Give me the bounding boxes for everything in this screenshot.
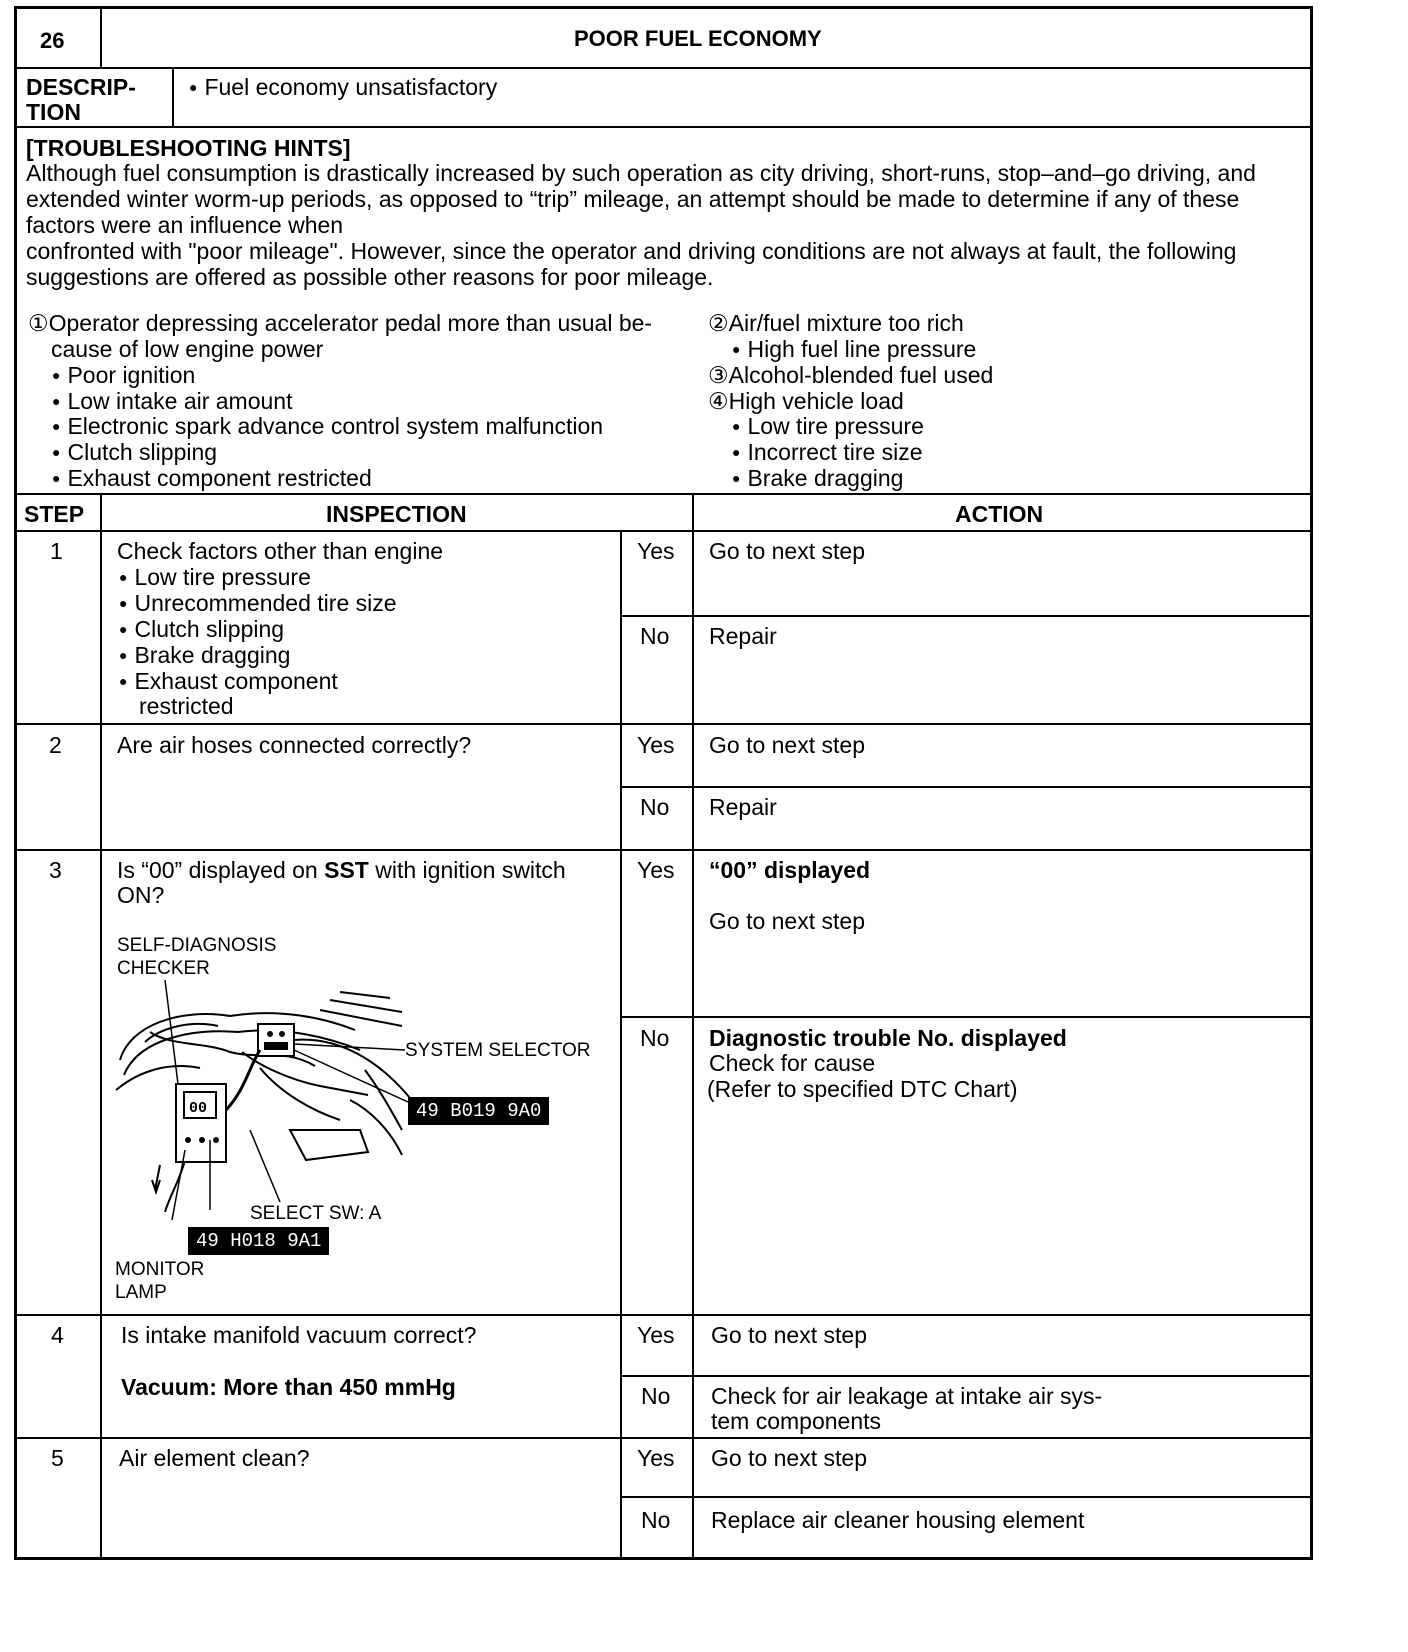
hints-paragraph-line: factors were an influence when [26,212,344,238]
page-title: POOR FUEL ECONOMY [574,26,822,51]
column-header-action: ACTION [955,501,1044,527]
hint-item-3: ③Alcohol-blended fuel used [708,362,994,388]
col-yesno-divider [620,530,622,1559]
rule-step3 [14,1314,1313,1316]
step-bullet: ● Brake dragging [119,642,290,672]
step-bullet: ● Clutch slipping [119,616,284,646]
no-action: Replace air cleaner housing element [711,1507,1085,1533]
no-action: Check for air leakage at intake air sys- [711,1383,1103,1409]
rule-yes-no-1 [620,615,1313,617]
hints-paragraph-line: confronted with "poor mileage". However, since the operator and driving conditions are not always at fault, the following [26,238,1237,264]
step-specification: Vacuum: More than 450 mmHg [121,1374,456,1400]
col-action-divider [692,493,694,1559]
figure-part-number-selector: 49 B019 9A0 [408,1097,549,1125]
hint-bullet: ● Low tire pressure [732,413,924,443]
outer-border-top [14,6,1313,9]
no-action-cont: (Refer to specified DTC Chart) [707,1076,1018,1102]
column-header-inspection: INSPECTION [326,501,467,527]
section-number: 26 [40,28,65,53]
yes-label: Yes [637,538,675,564]
hint-item-1-heading-cont: cause of low engine power [51,336,324,362]
no-label: No [640,794,670,820]
hint-item-1-heading: ①Operator depressing accelerator pedal more than usual be- [28,310,653,336]
rule-step4 [14,1437,1313,1439]
step-inspection-cont: ON? [117,882,165,908]
description-label-line1: DESCRIP- [26,74,136,100]
step-inspection: Is “00” displayed on SST with ignition switch [117,857,566,883]
step-inspection: Air element clean? [119,1445,310,1471]
yes-label: Yes [637,732,675,758]
rule-table-header [14,530,1313,532]
no-label: No [641,1383,671,1409]
step-bullet: ● Low tire pressure [119,564,311,594]
step-number: 5 [51,1445,64,1471]
no-action: Repair [709,623,777,649]
no-heading: Diagnostic trouble No. displayed [709,1025,1067,1051]
hints-paragraph-line: extended winter worm-up periods, as opposed to “trip” mileage, an attempt should be made to determine if any of these [26,186,1240,212]
outer-border-bottom [14,1557,1313,1560]
hint-bullet: ● Brake dragging [732,465,903,495]
outer-border-right [1310,6,1313,1560]
no-action: Check for cause [709,1050,876,1076]
figure-label-checker-cont: CHECKER [117,958,210,979]
yes-action: Go to next step [711,1322,867,1348]
hints-paragraph-line: suggestions are offered as possible other reasons for poor mileage. [26,264,714,290]
yes-label: Yes [637,1445,675,1471]
column-header-step: STEP [24,501,85,527]
yes-label: Yes [637,1322,675,1348]
hints-paragraph-line: Although fuel consumption is drastically increased by such operation as city driving, short-runs, stop–and–go driving, and [26,160,1256,186]
yes-label: Yes [637,857,675,883]
rule-step1 [14,723,1313,725]
rule-step2 [14,849,1313,851]
description-label-line2: TION [26,99,81,125]
step-number: 1 [50,538,63,564]
step-bullet-continued: restricted [139,693,234,719]
step-number: 4 [51,1322,64,1348]
step-number: 3 [49,857,62,883]
rule-description [14,126,1313,128]
no-label: No [641,1507,671,1533]
yes-action: Go to next step [711,1445,867,1471]
description-text: ● Fuel economy unsatisfactory [189,74,497,104]
figure-label-checker: SELF-DIAGNOSIS [117,935,277,956]
hint-bullet: ● Electronic spark advance control system malfunction [52,413,603,443]
no-label: No [640,623,670,649]
step-bullet: ● Exhaust component [119,668,338,698]
hint-item-4: ④High vehicle load [708,388,904,414]
yes-action: Go to next step [709,538,865,564]
no-action-cont: tem components [711,1408,882,1434]
hints-title: [TROUBLESHOOTING HINTS] [26,135,351,161]
figure-label-select-sw: SELECT SW: A [250,1203,382,1224]
figure-label-lamp-cont: LAMP [115,1282,167,1303]
hint-bullet: ● Poor ignition [52,362,195,392]
hint-bullet: ● Low intake air amount [52,388,292,418]
hint-bullet: ● Exhaust component restricted [52,465,372,495]
outer-border-left [14,6,17,1560]
step-inspection: Is intake manifold vacuum correct? [121,1322,477,1348]
step-inspection: Check factors other than engine [117,538,444,564]
col-step-divider [100,493,102,1559]
rule-yes-no-4 [620,1375,1313,1377]
step-bullet: ● Unrecommended tire size [119,590,397,620]
figure-part-number-checker: 49 H018 9A1 [188,1227,329,1255]
hint-bullet: ● Incorrect tire size [732,439,923,469]
step-inspection: Are air hoses connected correctly? [117,732,472,758]
col-number-divider [100,6,102,68]
figure-label-lamp: MONITOR [115,1259,205,1280]
yes-heading: “00” displayed [709,857,871,883]
yes-action: Go to next step [709,732,865,758]
hint-bullet: ● High fuel line pressure [732,336,976,366]
checker-display-readout: 00 [189,1100,208,1117]
engine-bay-illustration [110,980,410,1225]
rule-header [14,67,1313,69]
rule-yes-no-2 [620,786,1313,788]
yes-action: Go to next step [709,908,865,934]
col-description-divider [172,67,174,127]
system-selector-device [258,1024,294,1056]
rule-yes-no-3 [620,1016,1313,1018]
no-label: No [640,1025,670,1051]
hint-bullet: ● Clutch slipping [52,439,217,469]
no-action: Repair [709,794,777,820]
step-number: 2 [49,732,62,758]
figure-label-selector: SYSTEM SELECTOR [405,1040,591,1061]
hint-item-2: ②Air/fuel mixture too rich [708,310,964,336]
rule-yes-no-5 [620,1496,1313,1498]
